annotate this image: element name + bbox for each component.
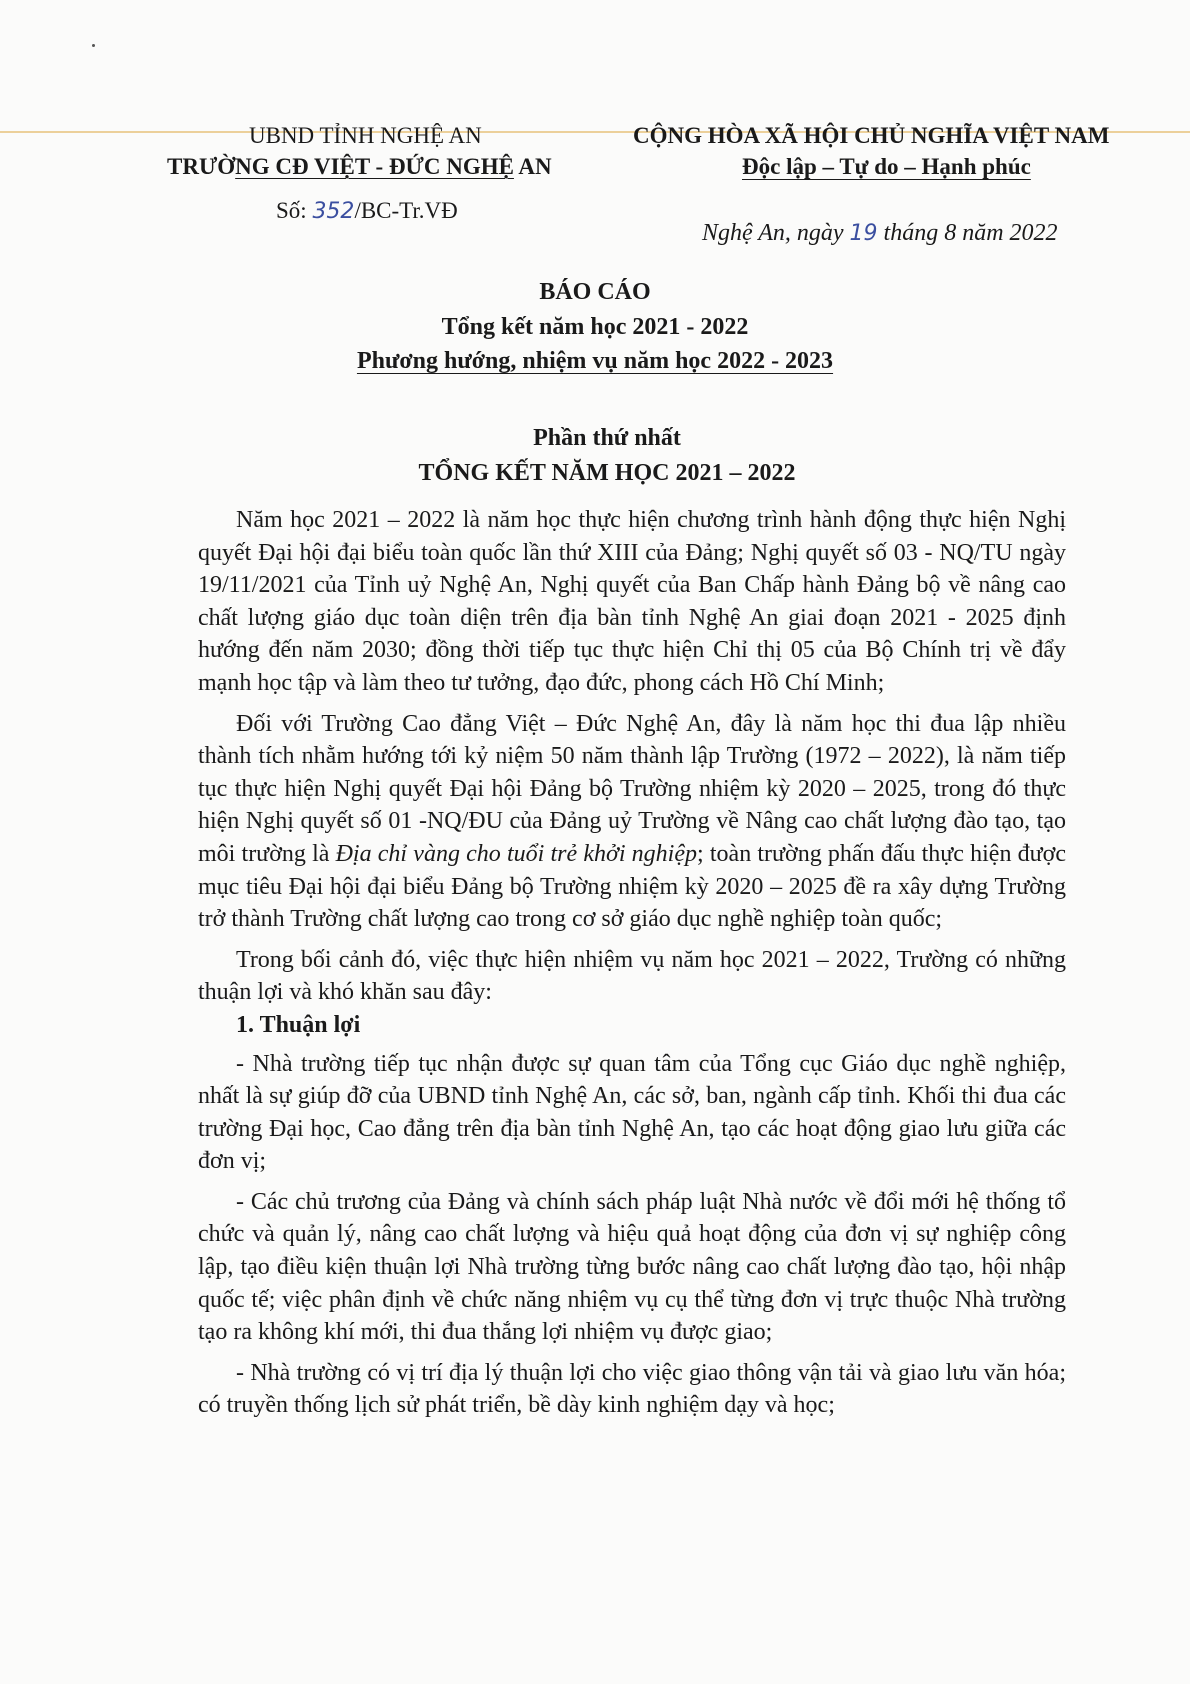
paragraph-2-part-a: Đối với Trường Cao đẳng Việt – Đức Nghệ An, đây là năm học thi đua lập nhiều thành tích nhằm hướng tới kỷ niệm 50 năm thành lập Trường (1972 – 2022), là năm tiếp tục thực hiện Nghị quyết Đại hội Đảng bộ Trường nhiệm kỳ 2020 – 2025, trong đó thực hiện Nghị quyết số 01 -NQ/ĐU của Đảng uỷ Trường về Nâng cao chất lượng đào tạo, tạo môi trường là [198, 710, 1066, 867]
date-prefix: Nghệ An, ngày [702, 220, 850, 246]
document-body [198, 504, 1066, 1430]
report-title: BÁO CÁO [539, 279, 651, 305]
scan-dot [92, 44, 95, 47]
paragraph-2-emphasis: Địa chỉ vàng cho tuổi trẻ khởi nghiệp [335, 840, 698, 867]
paragraph-2-part-b: ; toàn trường phấn đấu thực hiện được mục tiêu Đại hội đại biểu Đảng bộ Trường nhiệm kỳ 2020 – 2025 đề ra xây dựng Trường trở thành Trường chất lượng cao trong cơ sở giáo dục nghề nghiệp toàn quốc; [198, 840, 1067, 933]
org-name-end: AN [513, 154, 552, 179]
national-title: CỘNG HÒA XÃ HỘI CHỦ NGHĨA VIỆT NAM [633, 123, 1110, 148]
org-name-part: TRƯỜ [167, 154, 236, 179]
issuing-authority: UBND TỈNH NGHỆ AN [249, 123, 482, 148]
report-subtitle-2 [0, 344, 1190, 378]
part-title: TỔNG KẾT NĂM HỌC 2021 – 2022 [418, 460, 796, 486]
document-number [276, 196, 458, 227]
doc-number-handwritten: 352 [312, 199, 355, 224]
doc-number-prefix: Số: [276, 198, 313, 223]
paragraph-4: - Nhà trường tiếp tục nhận được sự quan tâm của Tổng cục Giáo dục nghề nghiệp, nhất là sự giúp đỡ của UBND tỉnh Nghệ An, các sở, ban, ngành cấp tỉnh. Khối thi đua các trường Đại học, Cao đẳng trên địa bàn tỉnh Nghệ An, tạo các hoạt động giao lưu giữa các đơn vị; [198, 1050, 1066, 1175]
document-date [702, 218, 1058, 249]
paragraph-5: - Các chủ trương của Đảng và chính sách pháp luật Nhà nước về đổi mới hệ thống tổ chức và quản lý, nâng cao chất lượng và hiệu quả hoạt động của đơn vị sự nghiệp công lập, tạo điều kiện thuận lợi Nhà trường từng bước nâng cao chất lượng đào tạo, hội nhập quốc tế; việc phân định về chức năng nhiệm vụ cụ thể từng đơn vị trực thuộc Nhà trường tạo ra không khí mới, thi đua thắng lợi nhiệm vụ được giao; [198, 1188, 1066, 1346]
paragraph-1: Năm học 2021 – 2022 là năm học thực hiện chương trình hành động thực hiện Nghị quyết Đại hội đại biểu toàn quốc lần thứ XIII của Đảng; Nghị quyết số 03 - NQ/TU ngày 19/11/2021 của Tỉnh uỷ Nghệ An, Nghị quyết của Ban Chấp hành Đảng bộ về nâng cao chất lượng giáo dục toàn diện trên địa bàn tỉnh Nghệ An giai đoạn 2021 - 2025 định hướng đến năm 2030; đồng thời tiếp tục thực hiện Chỉ thị 05 của Bộ Chính trị về đẩy mạnh học tập và làm theo tư tưởng, đạo đức, phong cách Hồ Chí Minh; [198, 507, 1066, 696]
section-heading-advantages: 1. Thuận lợi [236, 1011, 361, 1038]
part-heading: Phần thứ nhất [533, 425, 681, 451]
paragraph-6: - Nhà trường có vị trí địa lý thuận lợi cho việc giao thông vận tải và giao lưu văn hóa; có truyền thống lịch sử phát triển, bề dày kinh nghiệm dạy và học; [198, 1359, 1066, 1419]
date-day-handwritten: 19 [849, 221, 878, 246]
national-motto: Độc lập – Tự do – Hạnh phúc [742, 154, 1031, 179]
date-suffix: tháng 8 năm 2022 [877, 220, 1058, 246]
issuing-organization [167, 152, 552, 182]
doc-number-suffix: /BC-Tr.VĐ [354, 198, 458, 223]
report-subtitle-1: Tổng kết năm học 2021 - 2022 [441, 314, 749, 340]
paragraph-2 [198, 708, 1066, 936]
report-subtitle-2-text: Phương hướng, nhiệm vụ năm học 2022 - 2023 [356, 348, 834, 374]
org-name-underlined: NG CĐ VIỆT - ĐỨC NGHỆ [235, 154, 514, 179]
paragraph-3: Trong bối cảnh đó, việc thực hiện nhiệm vụ năm học 2021 – 2022, Trường có những thuận lợi và khó khăn sau đây: [198, 946, 1066, 1006]
